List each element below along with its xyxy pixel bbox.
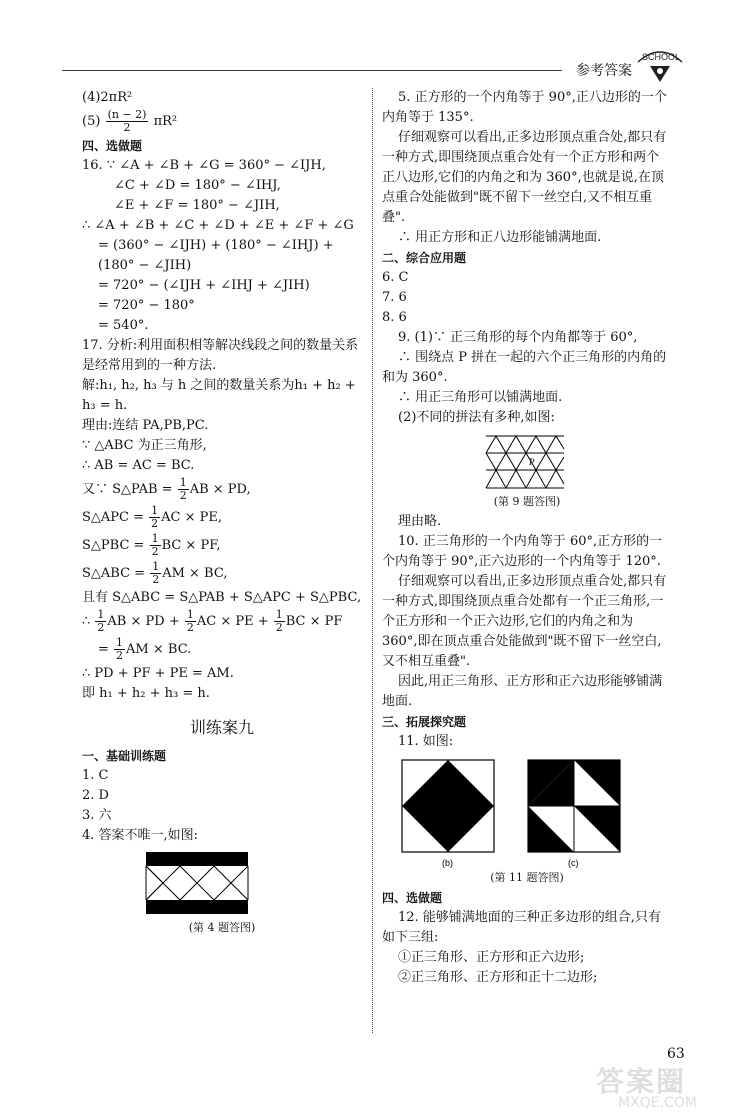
logo-text: SCHOOL bbox=[642, 52, 681, 62]
page-number: 63 bbox=[667, 1046, 685, 1062]
answer-line: 6. C bbox=[382, 270, 409, 285]
q9-figure bbox=[482, 432, 568, 492]
left-column bbox=[82, 88, 362, 938]
school-logo-icon bbox=[632, 44, 688, 88]
q10-answer: 10. 正三角形的一个内角等于 60°,正方形的一个内角等于 90°,正六边形的一个内角等于 120°. bbox=[382, 534, 663, 569]
answer-line: 7. 6 bbox=[382, 290, 407, 305]
fraction: $\frac{1}{2}$ bbox=[151, 504, 159, 530]
q5-conclusion: ∴ 用正方形和正八边形能铺满地面. bbox=[398, 230, 602, 245]
q17-line: 且有 S△ABC = S△PAB + S△APC + S△PBC, bbox=[82, 590, 362, 605]
q17-analysis: 17. 分析:利用面积相等解决线段之间的数量关系是经常用到的一种方法. bbox=[82, 338, 359, 373]
lesson-title: 训练案九 bbox=[189, 718, 254, 737]
section-heading: 四、选做题 bbox=[382, 891, 443, 905]
q16-line: = 720° − 180° bbox=[98, 298, 195, 313]
fraction: $\frac{1}{2}$ bbox=[152, 560, 160, 586]
fraction: $\frac{1}{2}$ bbox=[116, 636, 124, 662]
q12-answer: 12. 能够铺满地面的三种正多边形的组合,只有如下三组: bbox=[382, 910, 661, 945]
q16-line: ∴ ∠A + ∠B + ∠C + ∠D + ∠E + ∠F + ∠G bbox=[82, 218, 354, 233]
q4-bottom-band bbox=[146, 900, 248, 914]
fraction: $\frac{1}{2}$ bbox=[275, 608, 283, 634]
q5-explanation: 仔细观察可以看出,正多边形顶点重合处,都只有一种方式,即围绕顶点重合处有一个正方形和两个正八边形,它们的内角之和为 360°,也就是说,在顶点重合处能做到"既不留下一丝空白,又不相互重叠". bbox=[382, 130, 667, 225]
label-b: (b) bbox=[442, 858, 453, 868]
q12-item: ②正三角形、正方形和正十二边形; bbox=[398, 970, 598, 985]
q4-line bbox=[146, 866, 248, 900]
q17-line: ∴ PD + PF + PE = AM. bbox=[82, 666, 234, 681]
section-heading: 四、选做题 bbox=[82, 139, 143, 153]
figure-caption: (第 11 题答图) bbox=[490, 871, 564, 884]
answer-4: (4)2πR² bbox=[82, 90, 133, 105]
q4-figure bbox=[142, 850, 252, 918]
header-rule bbox=[62, 70, 562, 71]
q17-line: S△PBC = $\frac{1}{2}$ BC × PF, bbox=[82, 532, 221, 558]
q10-explanation: 仔细观察可以看出,正多边形顶点重合处,都只有一种方式,即围绕顶点重合处都有一个正三角形,一个正方形和一个正六边形,它们的内角之和为 360°,即在顶点重合处能做到"既不留下一丝空白,又不相互重叠". bbox=[382, 574, 667, 669]
q17-line: 即 h₁ + h₂ + h₃ = h. bbox=[82, 686, 210, 701]
q9-line: ∴ 围绕点 P 拼在一起的六个正三角形的内角的和为 360°. bbox=[382, 350, 667, 385]
fraction: $\frac{1}{2}$ bbox=[186, 608, 194, 634]
right-column bbox=[382, 88, 672, 988]
answer-line: 4. 答案不唯一,如图: bbox=[82, 828, 199, 843]
q11-line: 11. 如图: bbox=[398, 734, 454, 749]
q16-line: 16. ∵ ∠A + ∠B + ∠G = 360° − ∠IJH, bbox=[82, 158, 326, 173]
q4-top-band bbox=[146, 852, 248, 866]
answer-line: 1. C bbox=[82, 768, 109, 783]
fraction: $\frac{1}{2}$ bbox=[97, 608, 105, 634]
q17-line: 又∵ S△PAB = $\frac{1}{2}$ AB × PD, bbox=[82, 476, 251, 502]
answer-line: 8. 6 bbox=[382, 310, 407, 325]
label-c: (c) bbox=[568, 858, 579, 868]
answer-5-label: (5) bbox=[82, 114, 101, 129]
watermark-url: MXQE.COM bbox=[618, 1095, 697, 1111]
figure-c bbox=[528, 760, 620, 852]
figure-b bbox=[402, 760, 494, 852]
q16-line: ∠C + ∠D = 180° − ∠IHJ, bbox=[114, 178, 281, 193]
q10-conclusion: 因此,用正三角形、正方形和正六边形能够铺满地面. bbox=[382, 674, 663, 709]
q9-reason: 理由略. bbox=[398, 514, 442, 529]
fraction: $\frac{1}{2}$ bbox=[151, 532, 159, 558]
figure-caption: (第 4 题答图) bbox=[188, 921, 256, 934]
q16-line: ∠E + ∠F = 180° − ∠JIH, bbox=[114, 198, 280, 213]
answer-5-tail: πR² bbox=[153, 114, 178, 129]
q17-line: ∵ △ABC 为正三角形, bbox=[82, 438, 207, 453]
q16-line: = 720° − (∠IJH + ∠IHJ + ∠JIH) bbox=[98, 278, 310, 293]
figure-caption: (第 9 题答图) bbox=[493, 495, 561, 508]
q11-figure bbox=[396, 756, 626, 868]
fraction: $\frac{1}{2}$ bbox=[179, 476, 187, 502]
q9-line: ∴ 用正三角形可以铺满地面. bbox=[398, 390, 563, 405]
q9-line: (2)不同的拼法有多种,如图: bbox=[398, 410, 555, 425]
answer-line: 2. D bbox=[82, 788, 109, 803]
point-p: P bbox=[529, 457, 535, 467]
q17-line: ∴ $\frac{1}{2}$ AB × PD + $\frac{1}{2}$ AC × PE + $\frac{1}{2}$ BC × PF bbox=[82, 608, 343, 634]
q16-line: = 540°. bbox=[98, 318, 149, 333]
section-heading: 三、拓展探究题 bbox=[382, 715, 467, 729]
q12-item: ①正三角形、正方形和正六边形; bbox=[398, 950, 585, 965]
q5-answer: 5. 正方形的一个内角等于 90°,正八边形的一个内角等于 135°. bbox=[382, 90, 667, 125]
q17-line: ∴ AB = AC = BC. bbox=[82, 458, 195, 473]
watermark: 答案圈 bbox=[596, 1065, 687, 1098]
q17-line: = $\frac{1}{2}$ AM × BC. bbox=[98, 636, 192, 662]
answer-5 bbox=[82, 108, 362, 136]
q17-line: S△APC = $\frac{1}{2}$ AC × PE, bbox=[82, 504, 223, 530]
q4-line bbox=[146, 866, 163, 900]
q17-line: 理由:连结 PA,PB,PC. bbox=[82, 418, 209, 433]
column-divider bbox=[372, 88, 373, 1033]
q16-line: (180° − ∠JIH) bbox=[98, 258, 192, 273]
q9-line: 9. (1)∵ 正三角形的每个内角都等于 60°, bbox=[398, 330, 638, 345]
header-title: 参考答案 bbox=[576, 63, 632, 79]
fraction: $\frac{(n - 2)}{2}$ bbox=[107, 108, 147, 134]
section-heading: 一、基础训练题 bbox=[82, 749, 167, 763]
section-heading: 二、综合应用题 bbox=[382, 251, 467, 265]
answer-line: 3. 六 bbox=[82, 808, 112, 823]
q17-solution: 解:h₁, h₂, h₃ 与 h 之间的数量关系为h₁ + h₂ + h₃ = h. bbox=[82, 378, 356, 413]
q17-line: S△ABC = $\frac{1}{2}$ AM × BC, bbox=[82, 560, 228, 586]
q16-line: = (360° − ∠IJH) + (180° − ∠IHJ) + bbox=[98, 238, 334, 253]
